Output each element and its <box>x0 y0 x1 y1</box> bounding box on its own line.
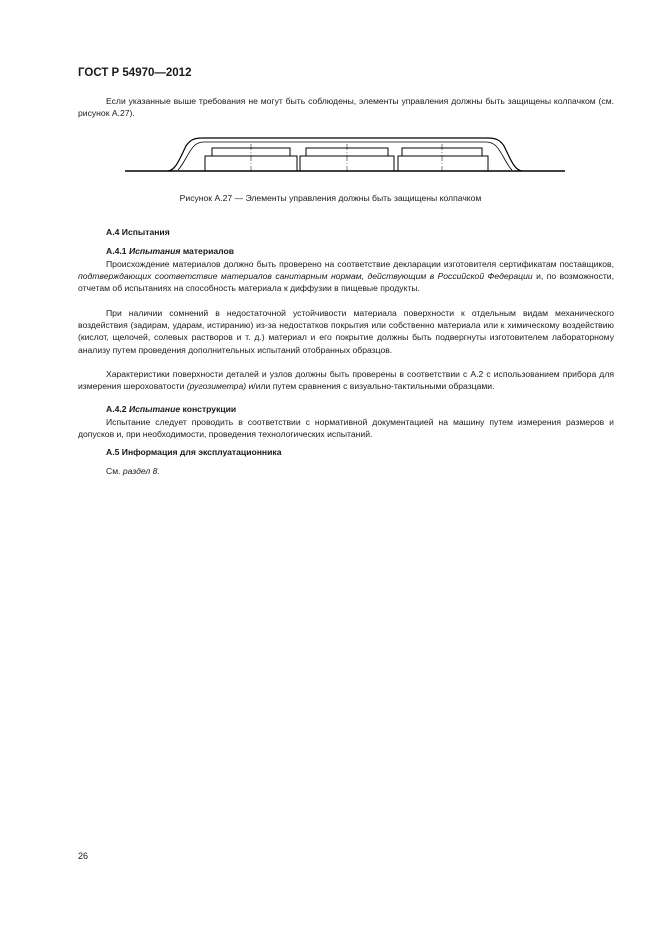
section-a42-title-italic: Испытание <box>128 404 181 414</box>
section-a41-paragraph-3 <box>78 368 614 392</box>
section-a42-number: А.4.2 <box>106 404 127 414</box>
cap-outline <box>168 138 522 171</box>
section-a42-title: конструкции <box>182 404 237 414</box>
section-a41-number: А.4.1 <box>106 246 127 256</box>
text-run: См. <box>106 466 123 476</box>
figure-caption: Рисунок А.27 — Элементы управления должны быть защищены колпачком <box>179 193 482 203</box>
intro-paragraph: Если указанные выше требования не могут быть соблюдены, элементы управления должны быть защищены колпачком (см. рисунок А.27). <box>78 96 614 119</box>
section-a41-title-italic: Испытания <box>128 246 181 256</box>
text-run-italic: раздел 8. <box>122 466 160 476</box>
text-run-italic: подтверждающих соответствие материалов санитарным нормам, действующим в Российской Федерации <box>78 271 533 282</box>
text-run-italic: (ругозиметра) <box>186 381 247 392</box>
section-a41-paragraph-1 <box>78 258 614 295</box>
section-a41-title: материалов <box>182 246 235 256</box>
text-run: и, по возможности, отчетам об испытаниях на способность материала к диффузии в пищевые продукты. <box>78 271 614 294</box>
figure-a27-cap-drawing <box>120 130 570 182</box>
section-a42-paragraph: Испытание следует проводить в соответствии с нормативной документацией на машину путем измерения размеров и допусков и, при необходимости, проведения технологических испытаний. <box>78 417 614 440</box>
page-number: 26 <box>78 851 89 861</box>
text-run: Характеристики поверхности деталей и узлов должны быть проверены в соответствии с А.2 с использованием прибора для измерения шероховатости <box>78 369 614 392</box>
section-a4-heading: А.4 Испытания <box>106 227 170 237</box>
document-header: ГОСТ Р 54970—2012 <box>78 67 192 79</box>
section-a42-heading <box>106 404 236 414</box>
section-a41-heading <box>106 246 234 256</box>
section-a5-heading: А.5 Информация для эксплуатационника <box>106 447 282 457</box>
control-element-base-3 <box>398 156 488 171</box>
text-run: Происхождение материалов должно быть проверено на соответствие декларации изготовителя сертификатам поставщиков, <box>106 259 614 269</box>
section-a5-paragraph <box>106 465 506 477</box>
text-run: и/или путем сравнения с визуально-тактильными образцами. <box>246 381 495 392</box>
section-a41-paragraph-2: При наличии сомнений в недостаточной устойчивости материала поверхности к отдельным видам механического воздействия (задирам, ударам, истиранию) из-за недостатков покрытия или собственно материала или к химическому воздействию (кислот, щелочей, солевых растворов и т. д.) материал и его покрытие должны быть подвергнуты изготовителем лабораторному анализу путем проведения дополнительных испытаний отобранных образцов. <box>78 308 614 355</box>
